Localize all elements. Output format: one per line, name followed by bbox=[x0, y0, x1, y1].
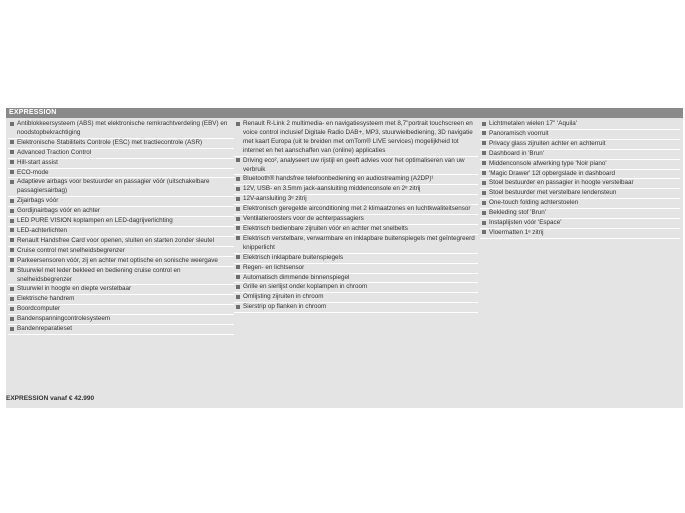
equipment-item bbox=[234, 157, 478, 176]
bullet-icon bbox=[236, 255, 240, 259]
bullet-icon bbox=[10, 228, 14, 232]
equipment-item-text: Middenconsole afwerking type 'Noir piano' bbox=[489, 159, 607, 167]
equipment-item-text: Stuurwiel met leder bekleed en bediening cruise control en snelheidsbegrenzer bbox=[17, 266, 181, 283]
equipment-item-text: Bluetooth® handsfree telefoonbediening en audiostreaming (A2DP)¹ bbox=[243, 175, 434, 183]
equipment-item bbox=[234, 254, 478, 264]
bullet-icon bbox=[236, 187, 240, 191]
equipment-item-text: Elektrische handrem bbox=[17, 295, 75, 303]
equipment-item bbox=[8, 325, 234, 335]
bullet-icon bbox=[482, 161, 486, 165]
bullet-icon bbox=[236, 207, 240, 211]
equipment-item-text: Cruise control met snelheidsbegrenzer bbox=[17, 246, 125, 254]
bullet-icon bbox=[10, 199, 14, 203]
price-label: EXPRESSION vanaf € 42.990 bbox=[6, 395, 95, 402]
equipment-item bbox=[8, 120, 234, 139]
bullet-icon bbox=[482, 151, 486, 155]
bullet-icon bbox=[236, 197, 240, 201]
section-header-bar bbox=[6, 108, 683, 118]
equipment-item bbox=[8, 169, 234, 179]
equipment-item bbox=[234, 175, 478, 185]
equipment-item bbox=[234, 205, 478, 215]
bullet-icon bbox=[482, 181, 486, 185]
equipment-item bbox=[234, 283, 478, 293]
equipment-item-text: Ventilatieroosters voor de achterpassagiers bbox=[243, 215, 364, 223]
equipment-item-text: Boordcomputer bbox=[17, 305, 61, 313]
equipment-item bbox=[8, 237, 234, 247]
equipment-item-text: Stuurwiel in hoogte en diepte verstelbaar bbox=[17, 285, 132, 293]
equipment-item-text: Regen- en lichtsensor bbox=[243, 263, 305, 271]
equipment-column-1 bbox=[8, 120, 234, 335]
equipment-item bbox=[234, 225, 478, 235]
bullet-icon bbox=[236, 177, 240, 181]
equipment-panel bbox=[6, 108, 683, 408]
equipment-item bbox=[8, 257, 234, 267]
equipment-item-text: Dashboard in 'Brun' bbox=[489, 149, 544, 157]
bullet-icon bbox=[10, 327, 14, 331]
bullet-icon bbox=[236, 158, 240, 162]
equipment-item-text: Grille en sierlijst onder koplampen in chroom bbox=[243, 283, 368, 291]
equipment-item-text: Elektrisch verstelbare, verwarmbare en inklapbare buitenspiegels met geïntegreerd knipperlicht bbox=[243, 234, 475, 251]
equipment-item bbox=[480, 150, 680, 160]
equipment-item-text: Gordijnairbags vóór en achter bbox=[17, 207, 100, 215]
equipment-item-text: Advanced Traction Control bbox=[17, 148, 92, 156]
equipment-item bbox=[480, 209, 680, 219]
bullet-icon bbox=[10, 140, 14, 144]
equipment-item-text: Vloermatten 1ᵉ zitrij bbox=[489, 228, 544, 236]
equipment-item-text: Driving eco², analyseert uw rijstijl en geeft advies voor het optimaliseren van uw verbruik bbox=[243, 156, 465, 173]
equipment-item bbox=[8, 149, 234, 159]
bullet-icon bbox=[236, 236, 240, 240]
bullet-icon bbox=[236, 305, 240, 309]
equipment-item bbox=[8, 227, 234, 237]
equipment-item bbox=[8, 207, 234, 217]
bullet-icon bbox=[482, 131, 486, 135]
equipment-item-text: Elektrisch inklapbare buitenspiegels bbox=[243, 253, 344, 261]
equipment-item-text: Sierstrip op flanken in chroom bbox=[243, 303, 327, 311]
equipment-item-text: Stoel bestuurder en passagier in hoogte verstelbaar bbox=[489, 179, 634, 187]
equipment-item bbox=[234, 235, 478, 254]
equipment-item bbox=[234, 195, 478, 205]
equipment-item-text: Lichtmetalen wielen 17" 'Aquila' bbox=[489, 120, 577, 127]
equipment-item-text: 12V, USB- en 3.5mm jack-aansluiting middenconsole en 2ᵉ zitrij bbox=[243, 185, 421, 193]
equipment-item-text: 12V-aansluiting 3ᵉ zitrij bbox=[243, 195, 307, 203]
equipment-item bbox=[480, 179, 680, 189]
equipment-item-text: One-touch folding achterstoelen bbox=[489, 199, 579, 207]
bullet-icon bbox=[10, 258, 14, 262]
bullet-icon bbox=[10, 219, 14, 223]
equipment-item bbox=[8, 139, 234, 149]
equipment-item-text: ECO-mode bbox=[17, 168, 49, 176]
equipment-item bbox=[480, 120, 680, 130]
bullet-icon bbox=[10, 317, 14, 321]
bullet-icon bbox=[236, 265, 240, 269]
equipment-item-text: Hill-start assist bbox=[17, 158, 58, 166]
equipment-item-text: Privacy glass zijruiten achter en achterruit bbox=[489, 139, 606, 147]
equipment-item-text: Bandenreparatieset bbox=[17, 325, 72, 333]
bullet-icon bbox=[236, 217, 240, 221]
equipment-item bbox=[234, 185, 478, 195]
bullet-icon bbox=[10, 160, 14, 164]
bullet-icon bbox=[236, 295, 240, 299]
equipment-item bbox=[8, 159, 234, 169]
bullet-icon bbox=[10, 287, 14, 291]
bullet-icon bbox=[10, 297, 14, 301]
equipment-column-3 bbox=[480, 120, 680, 239]
equipment-item bbox=[480, 189, 680, 199]
equipment-item bbox=[8, 247, 234, 257]
bullet-icon bbox=[482, 221, 486, 225]
equipment-item bbox=[234, 274, 478, 284]
equipment-item bbox=[234, 215, 478, 225]
bullet-icon bbox=[236, 122, 240, 126]
equipment-item bbox=[234, 303, 478, 313]
equipment-item bbox=[480, 140, 680, 150]
equipment-item-text: Elektrisch bedienbare zijruiten vóór en achter met snelbelts bbox=[243, 224, 408, 232]
equipment-item bbox=[8, 305, 234, 315]
equipment-item-text: Parkeersensoren vóór, zij en achter met optische en sonische weergave bbox=[17, 256, 218, 264]
equipment-item-text: Zijairbags vóór bbox=[17, 197, 59, 205]
equipment-item-text: Panoramisch voorruit bbox=[489, 129, 549, 137]
equipment-item-text: Bekleding stof 'Brun' bbox=[489, 209, 547, 217]
bullet-icon bbox=[482, 141, 486, 145]
equipment-item bbox=[480, 219, 680, 229]
equipment-item bbox=[8, 295, 234, 305]
equipment-item bbox=[480, 229, 680, 239]
bullet-icon bbox=[10, 268, 14, 272]
bullet-icon bbox=[10, 150, 14, 154]
bullet-icon bbox=[482, 171, 486, 175]
section-title: EXPRESSION bbox=[9, 109, 57, 116]
equipment-item-text: LED-achterlichten bbox=[17, 226, 68, 234]
equipment-item-text: Adaptieve airbags voor bestuurder en passagier vóór (uitschakelbare passagiersairbag) bbox=[17, 178, 210, 195]
equipment-item-text: Elektronische Stabiliteits Controle (ESC) met tractiecontrole (ASR) bbox=[17, 138, 203, 146]
equipment-item-text: Elektronisch geregelde airconditioning met 2 klimaatzones en luchtkwaliteitsensor bbox=[243, 205, 471, 213]
equipment-item-text: Instaplijsten vóór 'Espace' bbox=[489, 219, 562, 227]
equipment-item bbox=[480, 170, 680, 180]
equipment-item bbox=[8, 217, 234, 227]
bullet-icon bbox=[482, 211, 486, 215]
bullet-icon bbox=[236, 285, 240, 289]
equipment-item-text: Automatisch dimmende binnenspiegel bbox=[243, 273, 350, 281]
bullet-icon bbox=[10, 170, 14, 174]
equipment-item bbox=[480, 130, 680, 140]
equipment-item bbox=[8, 285, 234, 295]
equipment-item-text: Omlijsting zijruiten in chroom bbox=[243, 293, 324, 301]
equipment-item bbox=[234, 293, 478, 303]
equipment-item-text: Bandenspanningcontrolesysteem bbox=[17, 315, 111, 323]
bullet-icon bbox=[482, 230, 486, 234]
equipment-item bbox=[8, 267, 234, 286]
bullet-icon bbox=[10, 248, 14, 252]
equipment-item bbox=[234, 264, 478, 274]
equipment-column-2 bbox=[234, 120, 478, 313]
equipment-item-text: Antiblokkeersysteem (ABS) met elektronische remkrachtverdeling (EBV) en noodstopbekrachtiging bbox=[17, 120, 228, 136]
equipment-item bbox=[8, 178, 234, 197]
equipment-item bbox=[8, 197, 234, 207]
bullet-icon bbox=[236, 226, 240, 230]
bullet-icon bbox=[10, 307, 14, 311]
equipment-item-text: 'Magic Drawer' 12l opbergslade in dashboard bbox=[489, 169, 615, 177]
bullet-icon bbox=[236, 275, 240, 279]
bullet-icon bbox=[10, 180, 14, 184]
equipment-item-text: LED PURE VISION koplampen en LED-dagrijverlichting bbox=[17, 217, 173, 225]
bullet-icon bbox=[482, 191, 486, 195]
equipment-item bbox=[234, 120, 478, 157]
equipment-item bbox=[8, 315, 234, 325]
bullet-icon bbox=[10, 209, 14, 213]
equipment-item-text: Stoel bestuurder met verstelbare lendensteun bbox=[489, 189, 617, 197]
equipment-item bbox=[480, 160, 680, 170]
bullet-icon bbox=[10, 122, 14, 126]
bullet-icon bbox=[482, 122, 486, 126]
equipment-item bbox=[480, 199, 680, 209]
equipment-item-text: Renault Handsfree Card voor openen, sluiten en starten zonder sleutel bbox=[17, 236, 215, 244]
equipment-item-text: Renault R-Link 2 multimedia- en navigatiesysteem met 8,7"portrait touchscreen en voice control inclusief Digitale Radio DAB+, MP3, stuurwielbediening, 3D navigatie met kaart Europa (uit te breiden met omTom® LIVE services) mogelijkheid tot internet en het aanschaffen van (online) applicaties bbox=[243, 120, 473, 154]
bullet-icon bbox=[10, 238, 14, 242]
bullet-icon bbox=[482, 201, 486, 205]
